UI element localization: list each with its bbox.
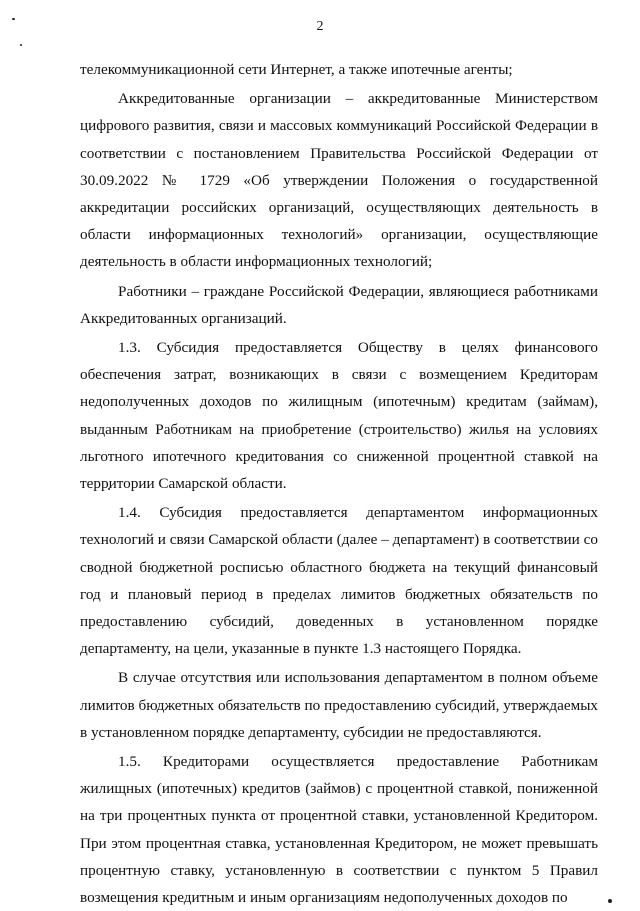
scan-speck (20, 44, 22, 46)
document-body (80, 56, 598, 911)
page-number: 2 (316, 19, 324, 34)
paragraph-limits: В случае отсутствия или использования департаментом в полном объеме лимитов бюджетных обязательств по предоставлению субсидий, утверждаемых в установленном порядке департаменту, субсидии не предоставляются. (80, 669, 598, 741)
paragraph-clause-1-4: 1.4. Субсидия предоставляется департаментом информационных технологий и связи Самарской области (далее – департамент) в соответствии со сводной бюджетной росписью областного бюджета на текущий финансовый год и плановый период в пределах лимитов бюджетных обязательств по предоставлению субсидий, доведенных в установленном порядке департаменту, на цели, указанные в пункте 1.3 настоящего Порядка. (80, 504, 598, 658)
paragraph-clause-1-5: 1.5. Кредиторами осуществляется предоставление Работникам жилищных (ипотечных) кредитов (займов) с процентной ставкой, пониженной на три процентных пункта от процентной ставки, установленной Кредитором. При этом процентная ставка, установленная Кредитором, не может превышать процентную ставку, установленную в соответствии с пунктом 5 Правил возмещения кредитным и иным организациям недополученных доходов по (80, 753, 598, 907)
paragraph-clause-1-3: 1.3. Субсидия предоставляется Обществу в целях финансового обеспечения затрат, возникающих в связи с возмещением Кредиторам недополученных доходов по жилищным (ипотечным) кредитам (займам), выданным Работникам на приобретение (строительство) жилья на условиях льготного ипотечного кредитования со сниженной процентной ставкой на территории Самарской области. (80, 339, 598, 493)
scan-speck (608, 899, 612, 903)
paragraph-accredited-organizations: Аккредитованные организации – аккредитованные Министерством цифрового развития, связи и массовых коммуникаций Российской Федерации в соответствии с постановлением Правительства Российской Федерации от 30.09.2022 № 1729 «Об утверждении Положения о государственной аккредитации российских организаций, осуществляющих деятельность в области информационных технологий» организации, осуществляющие деятельность в области информационных технологий; (80, 90, 598, 271)
paragraph-continuation: телекоммуникационной сети Интернет, а также ипотечные агенты; (80, 61, 513, 78)
paragraph-employees: Работники – граждане Российской Федерации, являющиеся работниками Аккредитованных организаций. (80, 282, 598, 327)
